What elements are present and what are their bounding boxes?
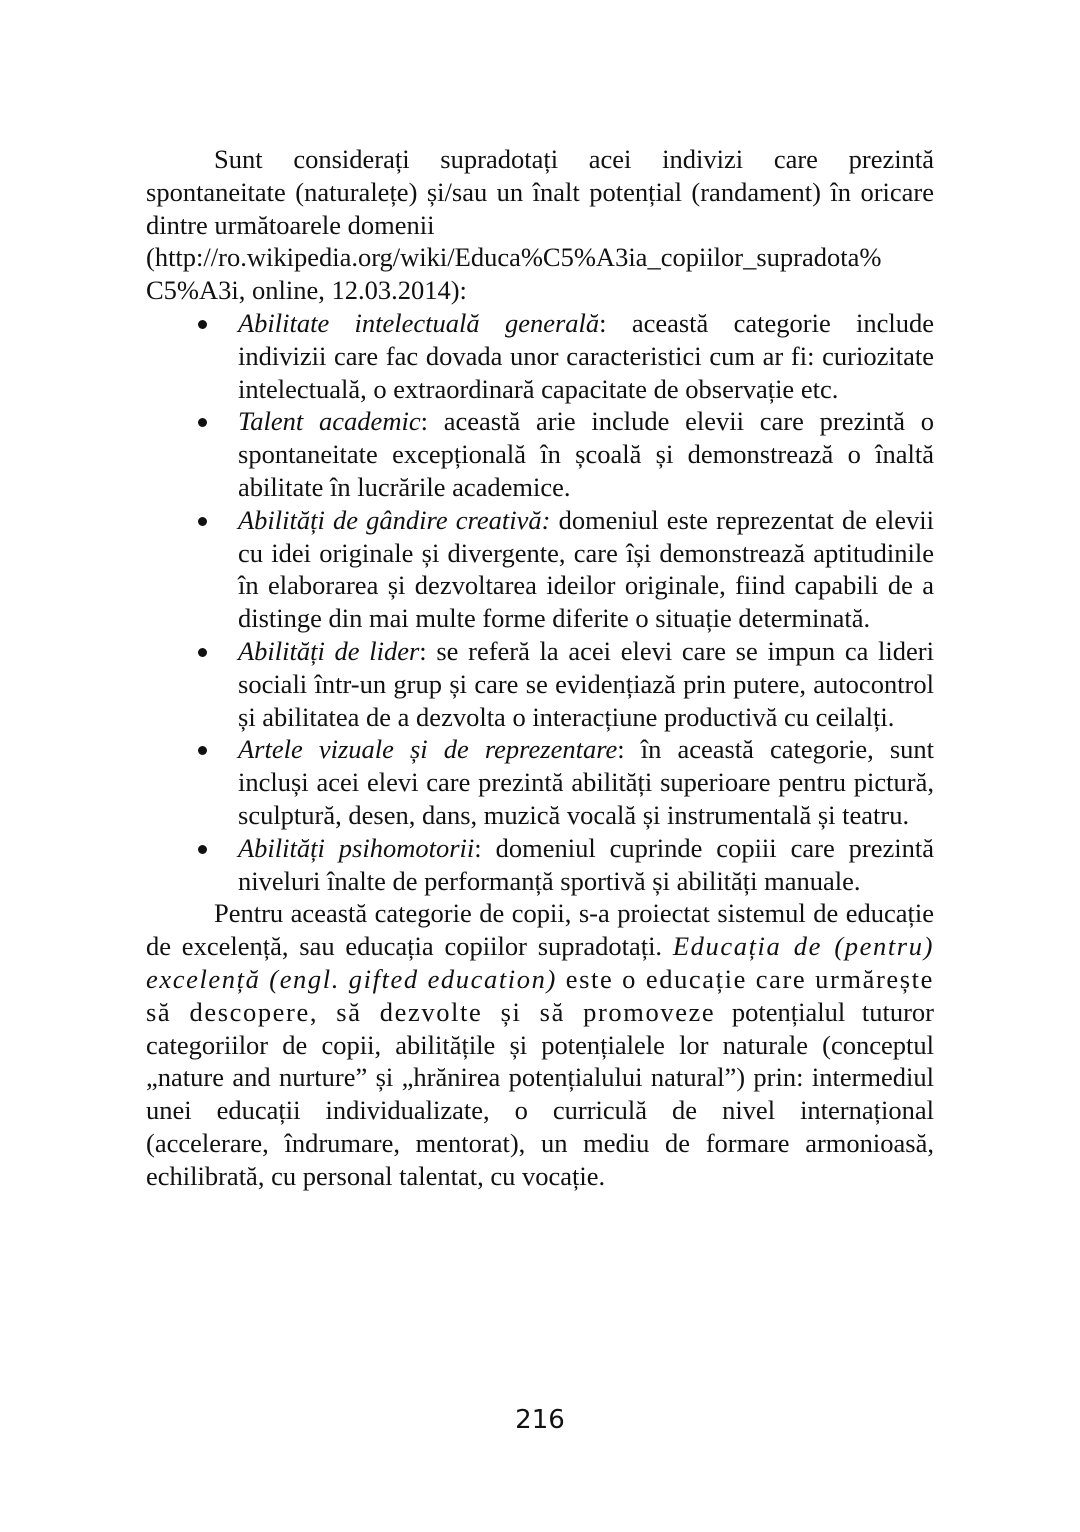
list-item <box>238 504 934 635</box>
intro-citation: (http://ro.wikipedia.org/wiki/Educa%C5%A3ia_copiilor_supradota% C5%A3i, online, 12.03.2014): <box>146 242 882 306</box>
page-body <box>146 143 934 1193</box>
closing-term: Educația de (pentru) excelență (engl. gifted education) <box>146 931 934 994</box>
domain-term: Abilități de lider <box>238 635 420 666</box>
closing-lead: Pentru această categorie de copii, s-a proiectat sistemul de educație de excelență, sau educația copiilor supradotați. <box>146 898 934 962</box>
page-number: 216 <box>515 1405 565 1435</box>
closing-paragraph <box>146 897 934 1192</box>
domain-sep: : <box>419 635 427 666</box>
domain-sep: : <box>474 832 482 863</box>
intro-text: Sunt considerați supradotați acei indivizi care prezintă spontaneitate (naturalețe) și/sau un înalt potențial (randament) în oricare dintre următoarele domenii <box>146 144 934 240</box>
bullet-icon <box>198 648 207 657</box>
domain-text: domeniul cuprinde copiii care prezintă niveluri înalte de performanță sportivă și abilități manuale. <box>238 832 935 896</box>
domain-sep: : <box>617 734 625 765</box>
list-item <box>238 405 934 503</box>
intro-paragraph <box>146 143 934 241</box>
domain-term: Abilități de gândire creativă: <box>238 504 551 535</box>
domain-term: Abilități psihomotorii <box>238 832 475 863</box>
domain-term: Artele vizuale și de reprezentare <box>238 734 618 765</box>
domain-text: această arie include elevii care prezintă o spontaneitate excepțională în școală și demonstrează o înaltă abilitate în lucrările academice. <box>238 406 934 502</box>
bullet-icon <box>198 320 207 329</box>
bullet-icon <box>198 517 207 526</box>
list-item <box>238 307 934 405</box>
giftedness-domains-list <box>146 307 934 897</box>
domain-text: se referă la acei elevi care se impun ca lideri sociali într-un grup și care se evidențiază prin putere, autocontrol și abilitatea de a dezvolta o interacțiune productivă cu ceilalți. <box>238 635 934 732</box>
bullet-icon <box>198 746 207 755</box>
closing-rest: potențialul tuturor categoriilor de copii, abilitățile și potențialele lor naturale (conceptul „nature and nurture” și „hrănirea potențialului natural”) prin: intermediul unei educații individualizate, o curriculă de nivel internațional (accelerare, îndrumare, mentorat), un mediu de formare armonioasă, echilibrată, cu personal talentat, cu vocație. <box>146 996 935 1191</box>
domain-term: Abilitate intelectuală generală <box>238 307 600 338</box>
domain-sep: : <box>420 406 428 437</box>
list-item <box>238 733 934 831</box>
list-item <box>238 832 934 898</box>
domain-term: Talent academic <box>238 406 421 437</box>
bullet-icon <box>198 418 207 427</box>
bullet-icon <box>198 845 207 854</box>
list-item <box>238 635 934 733</box>
domain-sep: : <box>599 307 607 338</box>
domain-text: în această categorie, sunt incluși acei elevi care prezintă abilități superioare pentru pictură, sculptură, desen, dans, muzică vocală și instrumentală și teatru. <box>238 734 934 830</box>
domain-text: această categorie include indivizii care fac dovada unor caracteristici cum ar fi: curiozitate intelectuală, o extraordinară capacitate de observație etc. <box>238 307 934 404</box>
domain-text: domeniul este reprezentat de elevii cu idei originale și divergente, care își demonstrează aptitudinile în elaborarea și dezvoltarea ideilor originale, fiind capabili de a distinge din mai multe forme diferite o situație determinată. <box>238 504 934 634</box>
closing-spaced-text: este o educație care urmărește să descopere, să dezvolte și să promoveze <box>146 963 935 1027</box>
